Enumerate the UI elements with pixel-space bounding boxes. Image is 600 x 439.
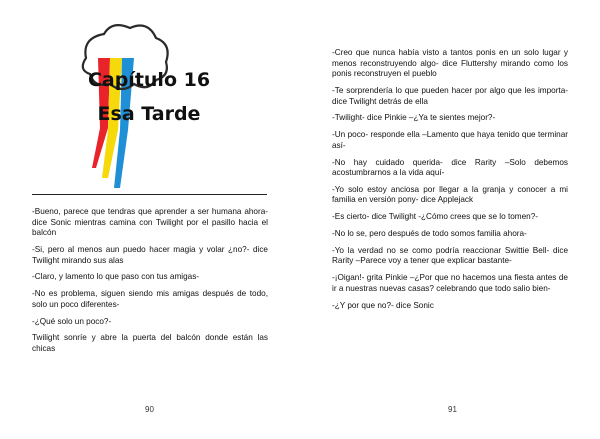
right-text-column [332,48,568,317]
paragraph: -Yo solo estoy anciosa por llegar a la granja y conocer a mi familia en versión pony- dice Applejack [332,184,568,205]
paragraph: -Te sorprendería lo que pueden hacer por algo que les importa- dice Twilight detrás de ella [332,85,568,106]
paragraph: -Yo la verdad no se como podría reaccionar Swittie Bell- dice Rarity –Parece voy a tener que explicar bastante- [332,245,568,266]
paragraph: -No hay cuidado querida- dice Rarity –Solo debemos acostumbrarnos a la vida aquí- [332,157,568,178]
paragraph: -Creo que nunca había visto a tantos ponis en un solo lugar y menos reconstruyendo algo- dice Fluttershy mirando como los ponis reconstruyen el pueblo [332,48,568,79]
paragraph: -¿Y por que no?- dice Sonic [332,300,434,310]
paragraph: -Es cierto- dice Twilight -¿Cómo crees que se lo tomen?- [332,212,538,222]
left-text-column [32,207,268,361]
paragraph: -Claro, y lamento lo que paso con tus amigas- [32,272,200,282]
paragraph: -Un poco- responde ella –Lamento que haya tenido que terminar así- [332,130,568,150]
paragraph: -No lo se, pero después de todo somos familia ahora- [332,229,527,239]
paragraph: -No es problema, siguen siendo mis amigas después de todo, solo un poco diferentes- [32,289,268,309]
paragraph: -Twilight- dice Pinkie –¿Ya te sientes mejor?- [332,113,496,123]
paragraph: -¡Oigan!- grita Pinkie –¿Por que no hacemos una fiesta antes de ir a nuestras nuevas casas? celebrando que todo salio bien- [332,273,568,293]
page-number-right: 91 [448,405,457,414]
paragraph: -Bueno, parece que tendras que aprender a ser humana ahora- dice Sonic mientras camina con Twilight por el pasillo hacia el balcón [32,207,268,238]
right-page [300,0,600,439]
chapter-subtitle: Esa Tarde [97,103,201,125]
page-number-left: 90 [145,405,154,414]
paragraph: -¿Qué solo un poco?- [32,316,112,326]
paragraph: -Si, pero al menos aun puedo hacer magia y volar ¿no?- dice Twilight mirando sus alas [32,244,268,265]
title-divider [32,194,267,195]
paragraph: Twilight sonríe y abre la puerta del balcón donde están las chicas [32,333,268,353]
chapter-title: Capítulo 16 [87,69,211,91]
